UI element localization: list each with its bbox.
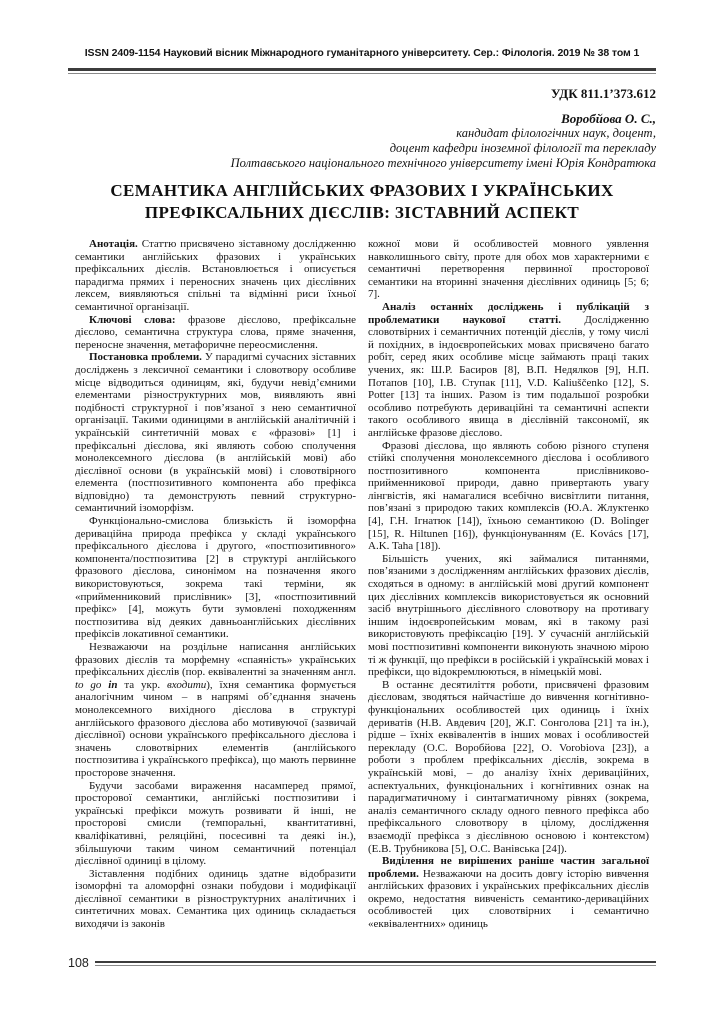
author-name: Воробйова О. С.,	[561, 111, 656, 126]
paragraph: Виділення не вирішених раніше частин загальної проблеми. Незважаючи на досить довгу історію вивчення англійських фразових і українських префіксальних дієслів окремо, недостатня вивченість семантико-дериваційних особливостей цих словотвірних і семантично «еквівалентних» одиниць	[368, 855, 649, 931]
author-block	[231, 111, 656, 171]
udc-number: УДК 811.1’373.612	[551, 86, 656, 101]
page-footer	[68, 956, 656, 970]
left-column	[75, 238, 356, 931]
article-title-line2: ПРЕФІКСАЛЬНИХ ДІЄСЛІВ: ЗІСТАВНИЙ АСПЕКТ	[144, 203, 580, 222]
author-position: доцент кафедри іноземної філології та перекладу	[389, 141, 656, 155]
paragraph: Зіставлення подібних одиниць здатне відобразити ізоморфні та аломорфні ознаки побудови і модифікації дієслівної семантики в різноструктурних аналітичних і синтетичних мовах. Семантика цих одиниць складається виходячи із законів	[75, 867, 356, 931]
article-title-line1: СЕМАНТИКА АНГЛІЙСЬКИХ ФРАЗОВИХ І УКРАЇНСЬКИХ	[110, 181, 614, 200]
article-body	[75, 238, 649, 931]
right-column	[368, 238, 649, 931]
page-number: 108	[68, 956, 89, 970]
paragraph: Ключові слова: фразове дієслово, префіксальне дієслово, семантична структура слова, пряме значення, переносне значення, метафоричне переосмислення.	[75, 313, 356, 351]
paragraph: Анотація. Статтю присвячено зіставному дослідженню семантики англійських фразових і українських префіксальних дієслів. Встановлюється і описується парадигма прямих і переносних значень цих дієслівних лексем, виявляються спільні та відмінні риси їхньої семантичної організації.	[75, 238, 356, 313]
author-affiliation: Полтавського національного технічного університету імені Юрія Кондратюка	[230, 156, 656, 170]
paragraph: Незважаючи на роздільне написання англійських фразових дієслів та морфемну «спаяність» українських префіксальних дієслів (пор. еквівалентні за значенням англ. to go in та укр. входити), їхня семантика формується аналогічним чином – в напрямі об’єднання значень монолексемного вихідного дієслова в структурі англійського фразового дієслова або мотивуючої (зазвичай дієслівної) основи українського префіксального дієслова і значень словотвірних елементів (англійського постпозитива і українського префікса), що мають первинне просторове значення.	[75, 641, 356, 779]
paragraph: Будучи засобами вираження насамперед прямої, просторової семантики, англійські постпозитиви і українські префікси можуть розвивати й інші, не просторові смисли (темпоральні, квантитативні, кваліфікативні, реляційні, посесивні та деякі ін.), збільшуючи таким чином семантичний потенціал дієслівної одиниці в цілому.	[75, 779, 356, 868]
paragraph: Аналіз останніх досліджень і публікацій з проблематики наукової статті. Дослідженню словотвірних і семантичних потенцій дієслів, у тому числі й похідних, в індоєвропейських мовах присвячено багато робіт, серед яких особливе місце займають праці таких учених, як: Ш.Р. Басиров [8], В.П. Недялков [9], Н.П. Потапов [10], І.В. Ступак [11], V.D. Kaliuščenko [12], S. Potter [13] та інших. Разом із тим подальшої розробки особливо потребують дериваційні та семантичні аспекти такого особливого явища в дієслівній таксономії, як англійське фразове дієслово.	[368, 300, 649, 439]
paragraph: Більшість учених, які займалися питаннями, пов’язаними з дослідженням англійських фразових дієслів, сходяться в одному: в англійській мові другий компонент цих дієслівних комплексів використовується як основний засіб внутрішнього дієслівного словотвору на противагу іншим індоєвропейським мовам, які в такому разі використовують префіксацію [19]. У сучасній англійській мові постпозитивні компоненти виконують значною мірою ті ж функції, що префікси в російській і українській мовах і префікси, що відокремлюються, в німецькій мові.	[368, 552, 649, 679]
paragraph: Фразові дієслова, що являють собою різного ступеня стійкі сполучення монолексемного дієслова і особливого постпозитивного компонента прислівниково-прийменникової природи, давно привертають увагу лінгвістів, які намагалися всебічно висвітлити питання, пов’язані з природою таких комплексів (Ю.А. Жлуктенко [4], Г.Н. Ігнатюк [14]), їхньою семантикою (D. Bolinger [15], R. Hiltunen [16]), функціонуванням (E. Kovács [17], A.K. Taha [18]).	[368, 439, 649, 553]
paragraph: В останнє десятиліття роботи, присвячені фразовим дієсловам, зводяться найчастіше до вивчення когнітивно-функціональних особливостей цих одиниць і їхніх дериватів (Н.В. Авдевич [20], Ж.Г. Сонголова [21] та ін.), рідше – їхніх еквівалентів в інших мовах і особливостей перекладу (О.С. Воробйова [22], O. Vorobiova [23]), а роботи з проблем префіксальних дієслів, зокрема в українській мові, – до аналізу їхніх дериваційних, аспектуальних, функціональних і когнітивних ознак на парадигматичному і синтагматичному рівнях (зокрема, аналіз семантичного складу одного певного префікса або префіксального словотвору в цілому, дослідження взаємодії префікса з дієслівною основою і контекстом) (Е.В. Трубникова [5], О.С. Ванівська [24]).	[368, 678, 649, 855]
author-degree: кандидат філологічних наук, доцент,	[456, 126, 656, 140]
paragraph: кожної мови й особливостей мовного уявлення навколишнього світу, проте для обох мов характерними є семантичні перетворення первинної просторової семантики на вторинні значення дієслівних одиниць [5; 6; 7].	[368, 238, 649, 301]
paragraph: Функціонально-смислова близькість й ізоморфна дериваційна природа префікса у складі українського префіксального дієслова і другого, «постпозитивного» компонента/постпозитива [2] в структурі англійського фразового дієслова, синонімом на позначення якого використовуються, зокрема такі терміни, як «прийменниковий прислівник» [3], «постпозитивний префікс» [4], можуть бути зумовлені походженням постпозитива від деяких давньоанглійських дієслівних префіксів локативної семантики.	[75, 515, 356, 641]
footer-double-rule	[95, 961, 656, 966]
journal-header: ISSN 2409-1154 Науковий вісник Міжнародного гуманітарного університету. Сер.: Філологія. 2019 № 38 том 1	[84, 47, 640, 59]
header-double-rule	[68, 68, 656, 74]
article-title	[50, 180, 674, 224]
paragraph: Постановка проблеми. У парадигмі сучасних зіставних досліджень з лексичної семантики і словотвору особливе місце відводиться одиницям, які, будучи невід’ємними елементами різноструктурних мов, виявляють явні подібності структурної і пов’язаної з нею семантичної організації. Такими одиницями в англійській аналітичній і українській синтетичній мовах є «фразові» [1] і префіксальні дієслова, які являють собою сполучення монолексемного дієслова (в англійській мові) або дієслівної основи (в українській мові) і словотвірного елемента (постпозитивного компонента або префікса відповідно) та демонструють певний структурно-семантичний ізоморфізм.	[75, 351, 356, 515]
